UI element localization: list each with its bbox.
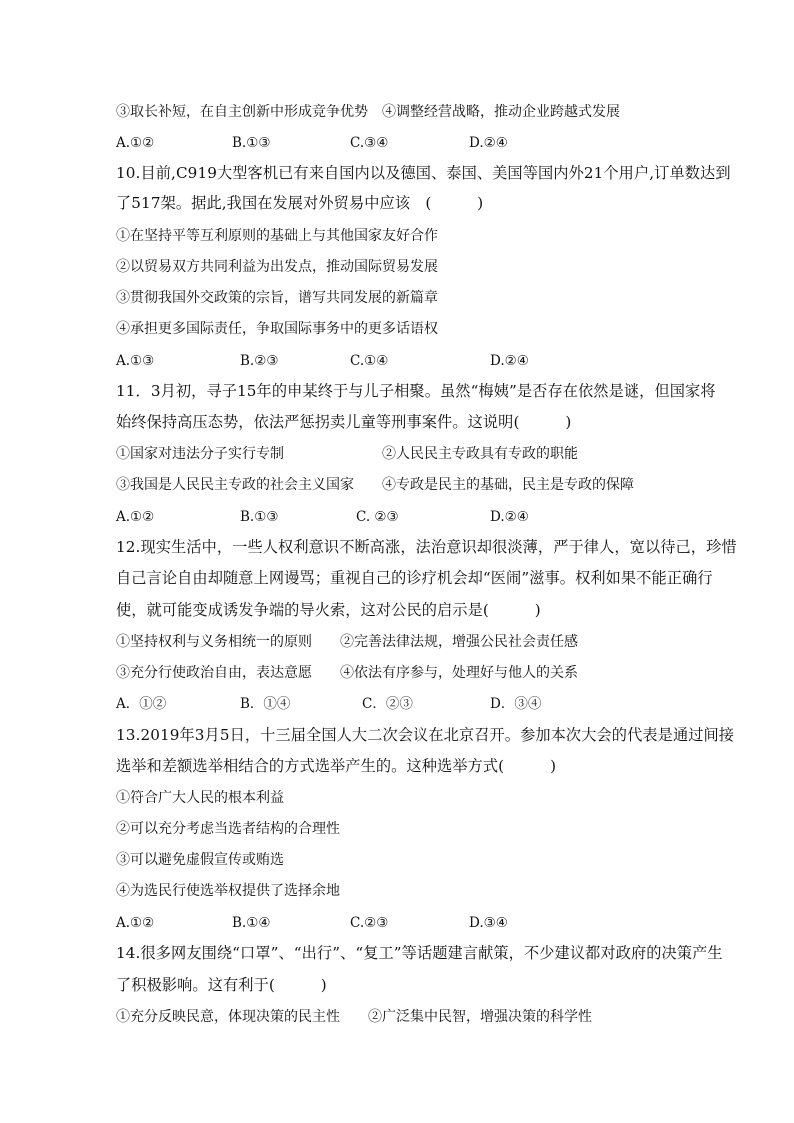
q12-stem-line-1: 12.现实生活中，一些人权利意识不断高涨，法治意识却很淡薄，严于律人，宽以待己，珍惜 [116, 538, 737, 556]
q10-stem-line-1: 10.目前,C919大型客机已有来自国内以及德国、泰国、美国等国内外21个用户,订单数达到 [116, 164, 731, 182]
q14-stem-line-2: 了积极影响。这有利于( ) [116, 976, 327, 994]
q13-option-b: B.①④ [232, 915, 271, 931]
q11-items-3-4: ③我国是人民民主专政的社会主义国家 ④专政是民主的基础，民主是专政的保障 [116, 477, 634, 493]
q12-option-c: C．②③ [362, 696, 413, 712]
q10-option-a: A.①③ [116, 353, 155, 369]
q9-option-b: B.①③ [232, 135, 271, 151]
q13-option-d: D.③④ [469, 915, 508, 931]
q12-stem-line-3: 使，就可能变成诱发争端的导火索，这对公民的启示是( ) [116, 601, 541, 619]
q14-items-1-2: ①充分反映民意，体现决策的民主性 ②广泛集中民智，增强决策的科学性 [116, 1009, 592, 1025]
q9-items-3-4: ③取长补短，在自主创新中形成竞争优势 ④调整经营战略，推动企业跨越式发展 [116, 104, 620, 120]
q13-item-4: ④为选民行使选举权提供了选择余地 [116, 883, 340, 899]
q11-option-c: C. ②③ [356, 509, 399, 525]
q14-stem-line-1: 14.很多网友围绕“口罩”、“出行”、“复工”等话题建言献策，不少建议都对政府的决策产生 [116, 944, 723, 962]
q10-item-1: ①在坚持平等互利原则的基础上与其他国家友好合作 [116, 228, 438, 244]
q12-option-d: D．③④ [490, 696, 542, 712]
q12-items-3-4: ③充分行使政治自由，表达意愿 ④依法有序参与，处理好与他人的关系 [116, 665, 578, 681]
q11-option-a: A.①② [116, 509, 155, 525]
q9-option-a: A.①② [116, 135, 155, 151]
q13-option-c: C.②③ [350, 915, 389, 931]
q11-option-d: D.②④ [490, 509, 529, 525]
q10-item-3: ③贯彻我国外交政策的宗旨，谱写共同发展的新篇章 [116, 290, 438, 306]
q13-item-2: ②可以充分考虑当选者结构的合理性 [116, 821, 340, 837]
q13-item-1: ①符合广大人民的根本利益 [116, 790, 284, 806]
q11-stem-line-1: 11．3月初，寻子15年的申某终于与儿子相聚。虽然“梅姨”是否存在依然是谜，但国家将 [116, 382, 716, 400]
q11-stem-line-2: 始终保持高压态势，依法严惩拐卖儿童等刑事案件。这说明( ) [116, 413, 572, 431]
q10-option-c: C.①④ [350, 353, 389, 369]
q12-option-b: B．①④ [240, 696, 291, 712]
q10-item-2: ②以贸易双方共同利益为出发点，推动国际贸易发展 [116, 259, 438, 275]
q9-option-c: C.③④ [350, 135, 389, 151]
q10-option-b: B.②③ [240, 353, 279, 369]
q10-option-d: D.②④ [490, 353, 529, 369]
q10-stem-line-2: 了517架。据此,我国在发展对外贸易中应该 ( ) [116, 194, 484, 212]
q10-item-4: ④承担更多国际责任，争取国际事务中的更多话语权 [116, 321, 438, 337]
q12-items-1-2: ①坚持权利与义务相统一的原则 ②完善法律法规，增强公民社会责任感 [116, 634, 578, 650]
q9-option-d: D.②④ [469, 135, 508, 151]
q11-option-b: B.①③ [240, 509, 279, 525]
q13-stem-line-1: 13.2019年3月5日，十三届全国人大二次会议在北京召开。参加本次大会的代表是通过间接 [116, 726, 735, 744]
q12-option-a: A．①② [116, 696, 167, 712]
q13-item-3: ③可以避免虚假宣传或贿选 [116, 852, 284, 868]
q11-items-1-2: ①国家对违法分子实行专制 ②人民民主专政具有专政的职能 [116, 446, 578, 462]
q13-stem-line-2: 选举和差额选举相结合的方式选举产生的。这种选举方式( ) [116, 757, 557, 775]
q13-option-a: A.①② [116, 915, 155, 931]
q12-stem-line-2: 自己言论自由却随意上网谩骂；重视自己的诊疗机会却“医闹”滋事。权利如果不能正确行 [116, 569, 713, 587]
